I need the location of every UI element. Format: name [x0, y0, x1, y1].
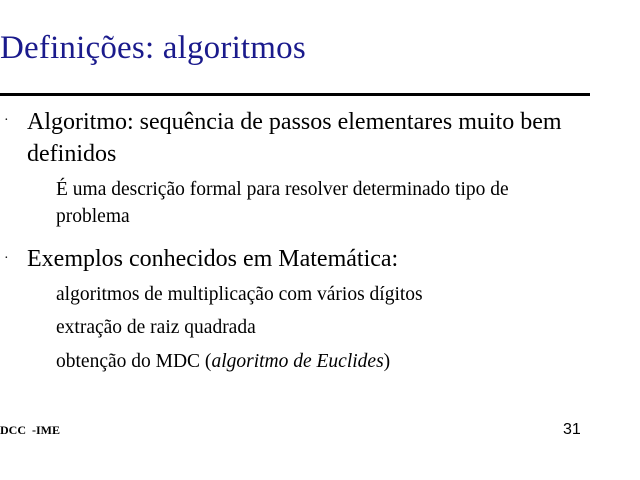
- sub-item-raiz-quadrada: extração de raiz quadrada: [56, 317, 256, 338]
- bullet-item-algoritmo: Algoritmo: sequência de passos elementares muito bem definidos: [27, 109, 562, 167]
- sub-item-mdc-italic: algoritmo de Euclides: [211, 351, 384, 372]
- sub-item-mdc: [56, 348, 586, 375]
- sub-item-mdc-suffix: ): [383, 351, 391, 372]
- sub-item-multiplicacao: algoritmos de multiplicação com vários dígitos: [56, 284, 423, 305]
- sub-item-descricao-formal: É uma descrição formal para resolver determinado tipo de problema: [56, 179, 509, 227]
- slide-title: Definições: algoritmos: [0, 30, 306, 66]
- footer-label: DCC -IME: [0, 423, 60, 437]
- sub-item-mdc-prefix: obtenção do MDC (: [56, 351, 212, 372]
- bullet-icon: ·: [4, 113, 9, 128]
- title-divider: [0, 93, 590, 96]
- page-number: 31: [563, 421, 581, 438]
- bullet-icon: ·: [4, 251, 9, 266]
- bullet-item-exemplos: Exemplos conhecidos em Matemática:: [27, 246, 399, 272]
